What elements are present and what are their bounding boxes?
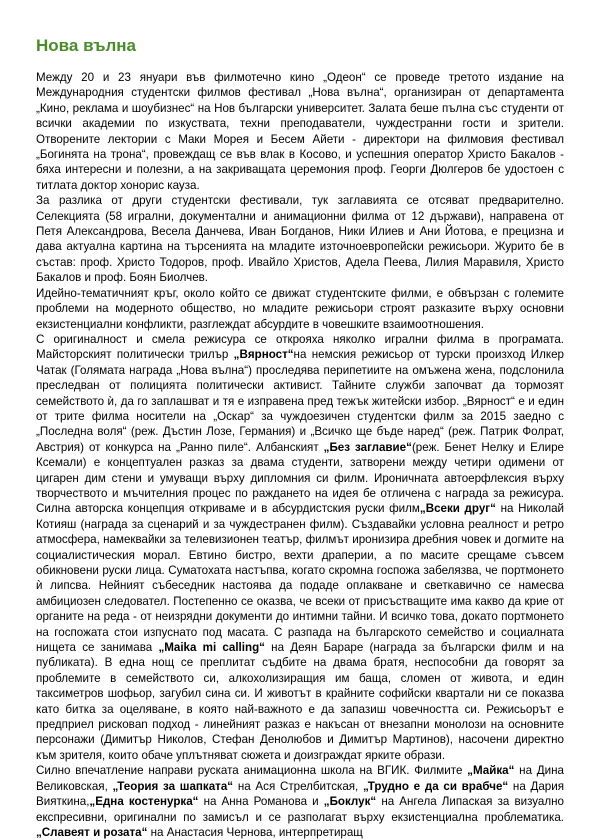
film-title-garbage: „Боклук“ [323,795,377,809]
text-run: на Дария Вияткина, [36,779,565,809]
text-run: на Николай Котияш (награда за сценарий и за чуждестранен филм). Създавайки условна реалност и ретро атмосфера, намеквайки за телевизионен театър, филмът иронизира дребния човек и догмите на социалистическия морал. Евтино бистро, вехти драперии, а по масите срещаме съвсем обикновени руски лица. Суматохата настъпва, когато скромна госпожа забелязва, че портмонето ѝ липсва. Нейният събеседник настоява да подаде оплакване и светкавично се намесва амбициозен следовател. Постепенно се оказва, че всеки от присъстващите има какво да крие от органите на реда - от неизрядни документи до интимни тайни. И всичко това, докато портмонето на госпожата стои изпуснато под масата. С разпада на българското семейство и социалната нищета се занимава [36,502,565,655]
film-title-mother: „Майка“ [467,764,515,778]
text-run: на Анна Романова и [198,795,324,809]
text-run: (реж. Бенет Нелку и Елире Ксемали) е концептуален разказ за двама студенти, затворени между четири одимени от цигарен дим стени и умуващи върху дипломния си филм. Ироничната автоерфлексия върху творчеството и мъчителния процес по раждането на идея бе отличена с награда за режисура. Силна авторска концепция откриваме и в абсурдистския руски филм [36,440,564,516]
text-run: Силно впечатление направи руската анимационна школа на ВГИК. Филмите [36,764,468,778]
text-run: на Ася Стрелбитская, [233,779,363,793]
film-title-everyone-else: „Всеки друг“ [419,502,496,516]
text-run: С оригиналност и смела режисура се открояха няколко игрални филма в програмата. Майсторският политически трилър [36,332,564,362]
text-run: на немския режисьор от турски произход Илкер Чатак (Голямата награда „Нова вълна“) проследява перипетиите на омъжена жена, подслонила преследван от полицията политически активист. Тайните служби започват да тормозят семейството ѝ, да го заплашват и тя е изправена пред тежък житейски избор. „Вярност“ е и един от трите филма носители на „Оскар“ за чуждоезичен студентски филм за 2015 заедно с „Последна воля“ (реж. Дъстин Лозе, Германия) и „Всичко ще бъде наред“ (реж. Патрик Фолрат, Австрия) от конкурса на „Ранно пиле“. Албанският [36,348,564,454]
article-title: Нова вълна [36,36,137,55]
paragraph-feature-films [36,332,564,763]
film-title-hat-theory: „Теория за шапката“ [112,779,234,793]
film-title-nightingale-rose: „Славеят и розата“ [36,825,148,839]
paragraph-animation [36,763,564,840]
paragraph-festival-intro: Между 20 и 23 януари във филмотечно кино „Одеон“ се проведе третото издание на Международния студентски филмов фестивал „Нова вълна“, организиран от департамента „Кино, реклама и шоубизнес“ на Нов български университет. Залата беше пълна със студенти от всички академии по изкуствата, техни преподаватели, чуждестранни гости и зрители. Отворените лектории с Маки Морея и Бесем Айети - директори на филмовия фестивал „Богинята на трона“, провеждащ се във влак в Косово, и успешния оператор Христо Бакалов - бяха интересни и полезни, а на закриващата церемония проф. Георги Дюлгеров бе удостоен с титлата доктор хонорис кауза. [36,71,564,192]
film-title-loyalty: „Вярност“ [233,348,294,362]
film-title-untitled: „Без заглавие“ [323,440,412,454]
text-run: на Анастасия Чернова, интерпретиращ [147,825,363,839]
film-title-hard-to-be-sparrow: „Трудно е да си врабче“ [363,779,509,793]
text-run: на Дина Великовская, [36,764,564,793]
text-run: на Деян Бараре (награда за български филм и на публиката). В една нощ се преплитат съдбите на двама братя, неспособни да говорят за проблемите в семейството си, алкохолизиращия им баща, сломен от живота, и един таксиметров шофьор, загубил сина си. И животът в крайните софийски квартали ни се показва като битка за оцеляване, в която най-важното е да запазиш човечността си. Режисьорът е предприел рисковan подход - линейният разказ е накъсан от внезапни монолози на основните персонажи (Димитър Николов, Стефан Денолюбов и Димитър Мартинов), насочени директно към зрителя, които обаче уплътняват сюжета и доизграждат ярките образи. [36,641,564,762]
film-title-one-turtle: „Една костенурка“ [89,795,199,809]
text-run: на Ангела Липаская за визуално експресивни, оригинални по замисъл и се разполагат върху екзистенциална проблематика. [36,795,564,824]
article-body [36,70,564,840]
paragraph-themes: Идейно-тематичният кръг, около който се движат студентските филми, е обвързан с големите проблеми на модерното общество, но младите режисьори строят разказите върху основни екзистенциални конфликти, разглеждат абсурдите в човешките взаимоотношения. [36,286,564,331]
paragraph-selection: За разлика от други студентски фестивали, тук заглавията се отсяват предварително. Селекцията (58 игрални, документални и анимационни филма от 12 държави), направена от Петя Александрова, Весела Данчева, Иван Богданов, Ники Илиев и Ани Йотова, е прецизна и дава актуална картина на търсенията на младите източноевропейски режисьори. Журито бе в състав: проф. Христо Тодоров, проф. Ивайло Христов, Адела Пеева, Лилия Маравиля, Христо Бакалов и проф. Боян Биолчев. [36,194,564,285]
film-title-maika-mi-calling: „Maika mi calling“ [158,641,265,655]
